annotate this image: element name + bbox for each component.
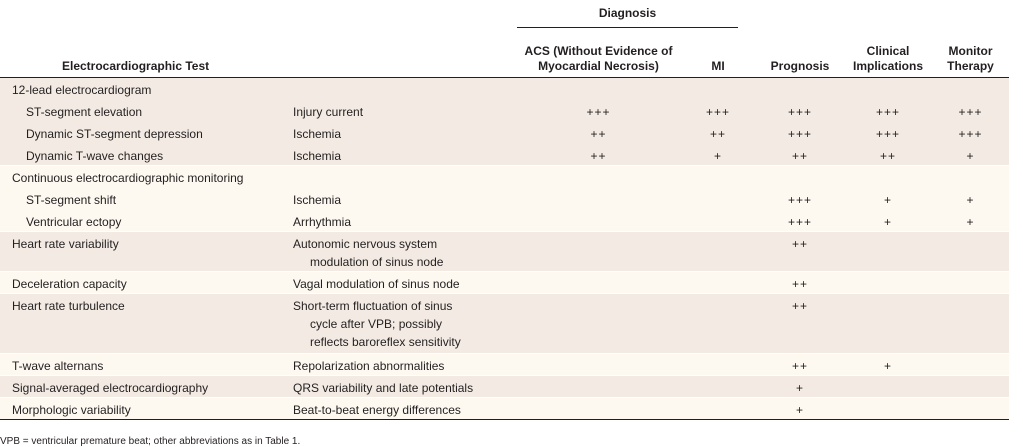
table-row — [0, 354, 1009, 376]
monitor-value: +++ — [932, 100, 1009, 122]
mi-value — [680, 354, 756, 376]
prognosis-value: + — [756, 376, 844, 398]
mechanism: Injury current — [285, 100, 517, 122]
monitor-therapy-column-header: Monitor Therapy — [947, 44, 994, 73]
acs-column-header: ACS (Without Evidence of Myocardial Necrosis) — [524, 44, 673, 73]
monitor-value — [932, 232, 1009, 272]
monitor-value — [932, 166, 1009, 188]
prognosis-value: ++ — [756, 144, 844, 166]
acs-value: ++ — [517, 144, 680, 166]
test-name: 12-lead electrocardiogram — [0, 78, 285, 100]
acs-value — [517, 232, 680, 272]
monitor-value — [932, 294, 1009, 354]
mi-column-header: MI — [711, 59, 725, 73]
mechanism: Beat-to-beat energy differences — [285, 398, 517, 420]
table-row — [0, 376, 1009, 398]
clinical-value: + — [844, 210, 932, 232]
table-header — [0, 0, 1009, 78]
mi-value — [680, 232, 756, 272]
monitor-value — [932, 398, 1009, 420]
prognosis-column-header: Prognosis — [770, 59, 830, 73]
test-name: T-wave alternans — [0, 354, 285, 376]
mi-value — [680, 294, 756, 354]
acs-value — [517, 210, 680, 232]
diagnosis-header-cell — [517, 0, 756, 34]
mechanism: Ischemia — [285, 188, 517, 210]
monitor-value: +++ — [932, 122, 1009, 144]
clinical-value: +++ — [844, 122, 932, 144]
mi-value — [680, 166, 756, 188]
table-row — [0, 398, 1009, 420]
test-name: Morphologic variability — [0, 398, 285, 420]
table-footnote: VPB = ventricular premature beat; other abbreviations as in Table 1. — [0, 436, 301, 447]
diagnosis-header: Diagnosis — [517, 6, 738, 28]
clinical-value — [844, 376, 932, 398]
mi-value: ++ — [680, 122, 756, 144]
test-name: ST-segment shift — [0, 188, 285, 210]
clinical-implications-column-header: Clinical Implications — [852, 44, 923, 73]
clinical-value — [844, 78, 932, 100]
mi-value — [680, 272, 756, 294]
test-name: Ventricular ectopy — [0, 210, 285, 232]
prognosis-value: + — [756, 398, 844, 420]
clinical-value — [844, 294, 932, 354]
mechanism: Autonomic nervous system modulation of sinus node — [285, 232, 517, 272]
acs-value: +++ — [517, 100, 680, 122]
mechanism: QRS variability and late potentials — [285, 376, 517, 398]
acs-value — [517, 294, 680, 354]
clinical-value: +++ — [844, 100, 932, 122]
mechanism-column-header — [285, 34, 517, 78]
prognosis-value: ++ — [756, 354, 844, 376]
monitor-value: + — [932, 188, 1009, 210]
monitor-value — [932, 354, 1009, 376]
monitor-value — [932, 272, 1009, 294]
mechanism: Vagal modulation of sinus node — [285, 272, 517, 294]
table-row — [0, 122, 1009, 144]
test-name: Heart rate turbulence — [0, 294, 285, 354]
acs-value — [517, 398, 680, 420]
mi-value — [680, 188, 756, 210]
prognosis-value: +++ — [756, 100, 844, 122]
acs-value — [517, 166, 680, 188]
mechanism: Ischemia — [285, 144, 517, 166]
acs-value — [517, 188, 680, 210]
clinical-value — [844, 166, 932, 188]
prognosis-value: ++ — [756, 272, 844, 294]
mi-value — [680, 78, 756, 100]
monitor-value — [932, 78, 1009, 100]
mechanism: Ischemia — [285, 122, 517, 144]
table-row — [0, 188, 1009, 210]
monitor-value — [932, 376, 1009, 398]
test-name: Continuous electrocardiographic monitoring — [0, 166, 517, 188]
acs-value — [517, 78, 680, 100]
table-row — [0, 100, 1009, 122]
prognosis-value: +++ — [756, 122, 844, 144]
table-row — [0, 166, 1009, 188]
clinical-value: + — [844, 188, 932, 210]
clinical-value: ++ — [844, 144, 932, 166]
test-name: Heart rate variability — [0, 232, 285, 272]
prognosis-value: +++ — [756, 188, 844, 210]
prognosis-value: ++ — [756, 294, 844, 354]
table-row — [0, 294, 1009, 354]
acs-value — [517, 376, 680, 398]
clinical-value — [844, 398, 932, 420]
mi-value — [680, 210, 756, 232]
table-row — [0, 272, 1009, 294]
test-name: Deceleration capacity — [0, 272, 285, 294]
prognosis-value — [756, 166, 844, 188]
test-column-header: Electrocardiographic Test — [62, 59, 210, 73]
monitor-value: + — [932, 144, 1009, 166]
mi-value: +++ — [680, 100, 756, 122]
table-row — [0, 232, 1009, 272]
clinical-value — [844, 272, 932, 294]
acs-value — [517, 272, 680, 294]
table-row — [0, 210, 1009, 232]
table-row — [0, 78, 1009, 100]
mechanism: Arrhythmia — [285, 210, 517, 232]
prognosis-value: ++ — [756, 232, 844, 272]
mi-value: + — [680, 144, 756, 166]
clinical-value: + — [844, 354, 932, 376]
prognosis-value — [756, 78, 844, 100]
table-row — [0, 144, 1009, 166]
acs-value: ++ — [517, 122, 680, 144]
table-body — [0, 78, 1009, 420]
acs-value — [517, 354, 680, 376]
monitor-value: + — [932, 210, 1009, 232]
mechanism: Short-term fluctuation of sinus cycle after VPB; possibly reflects baroreflex sensitivity — [285, 294, 517, 354]
test-name: ST-segment elevation — [0, 100, 285, 122]
test-name: Dynamic T-wave changes — [0, 144, 285, 166]
test-name: Signal-averaged electrocardiography — [0, 376, 285, 398]
mi-value — [680, 398, 756, 420]
clinical-value — [844, 232, 932, 272]
test-name: Dynamic ST-segment depression — [0, 122, 285, 144]
prognosis-value: +++ — [756, 210, 844, 232]
mechanism — [285, 78, 517, 100]
mi-value — [680, 376, 756, 398]
mechanism: Repolarization abnormalities — [285, 354, 517, 376]
